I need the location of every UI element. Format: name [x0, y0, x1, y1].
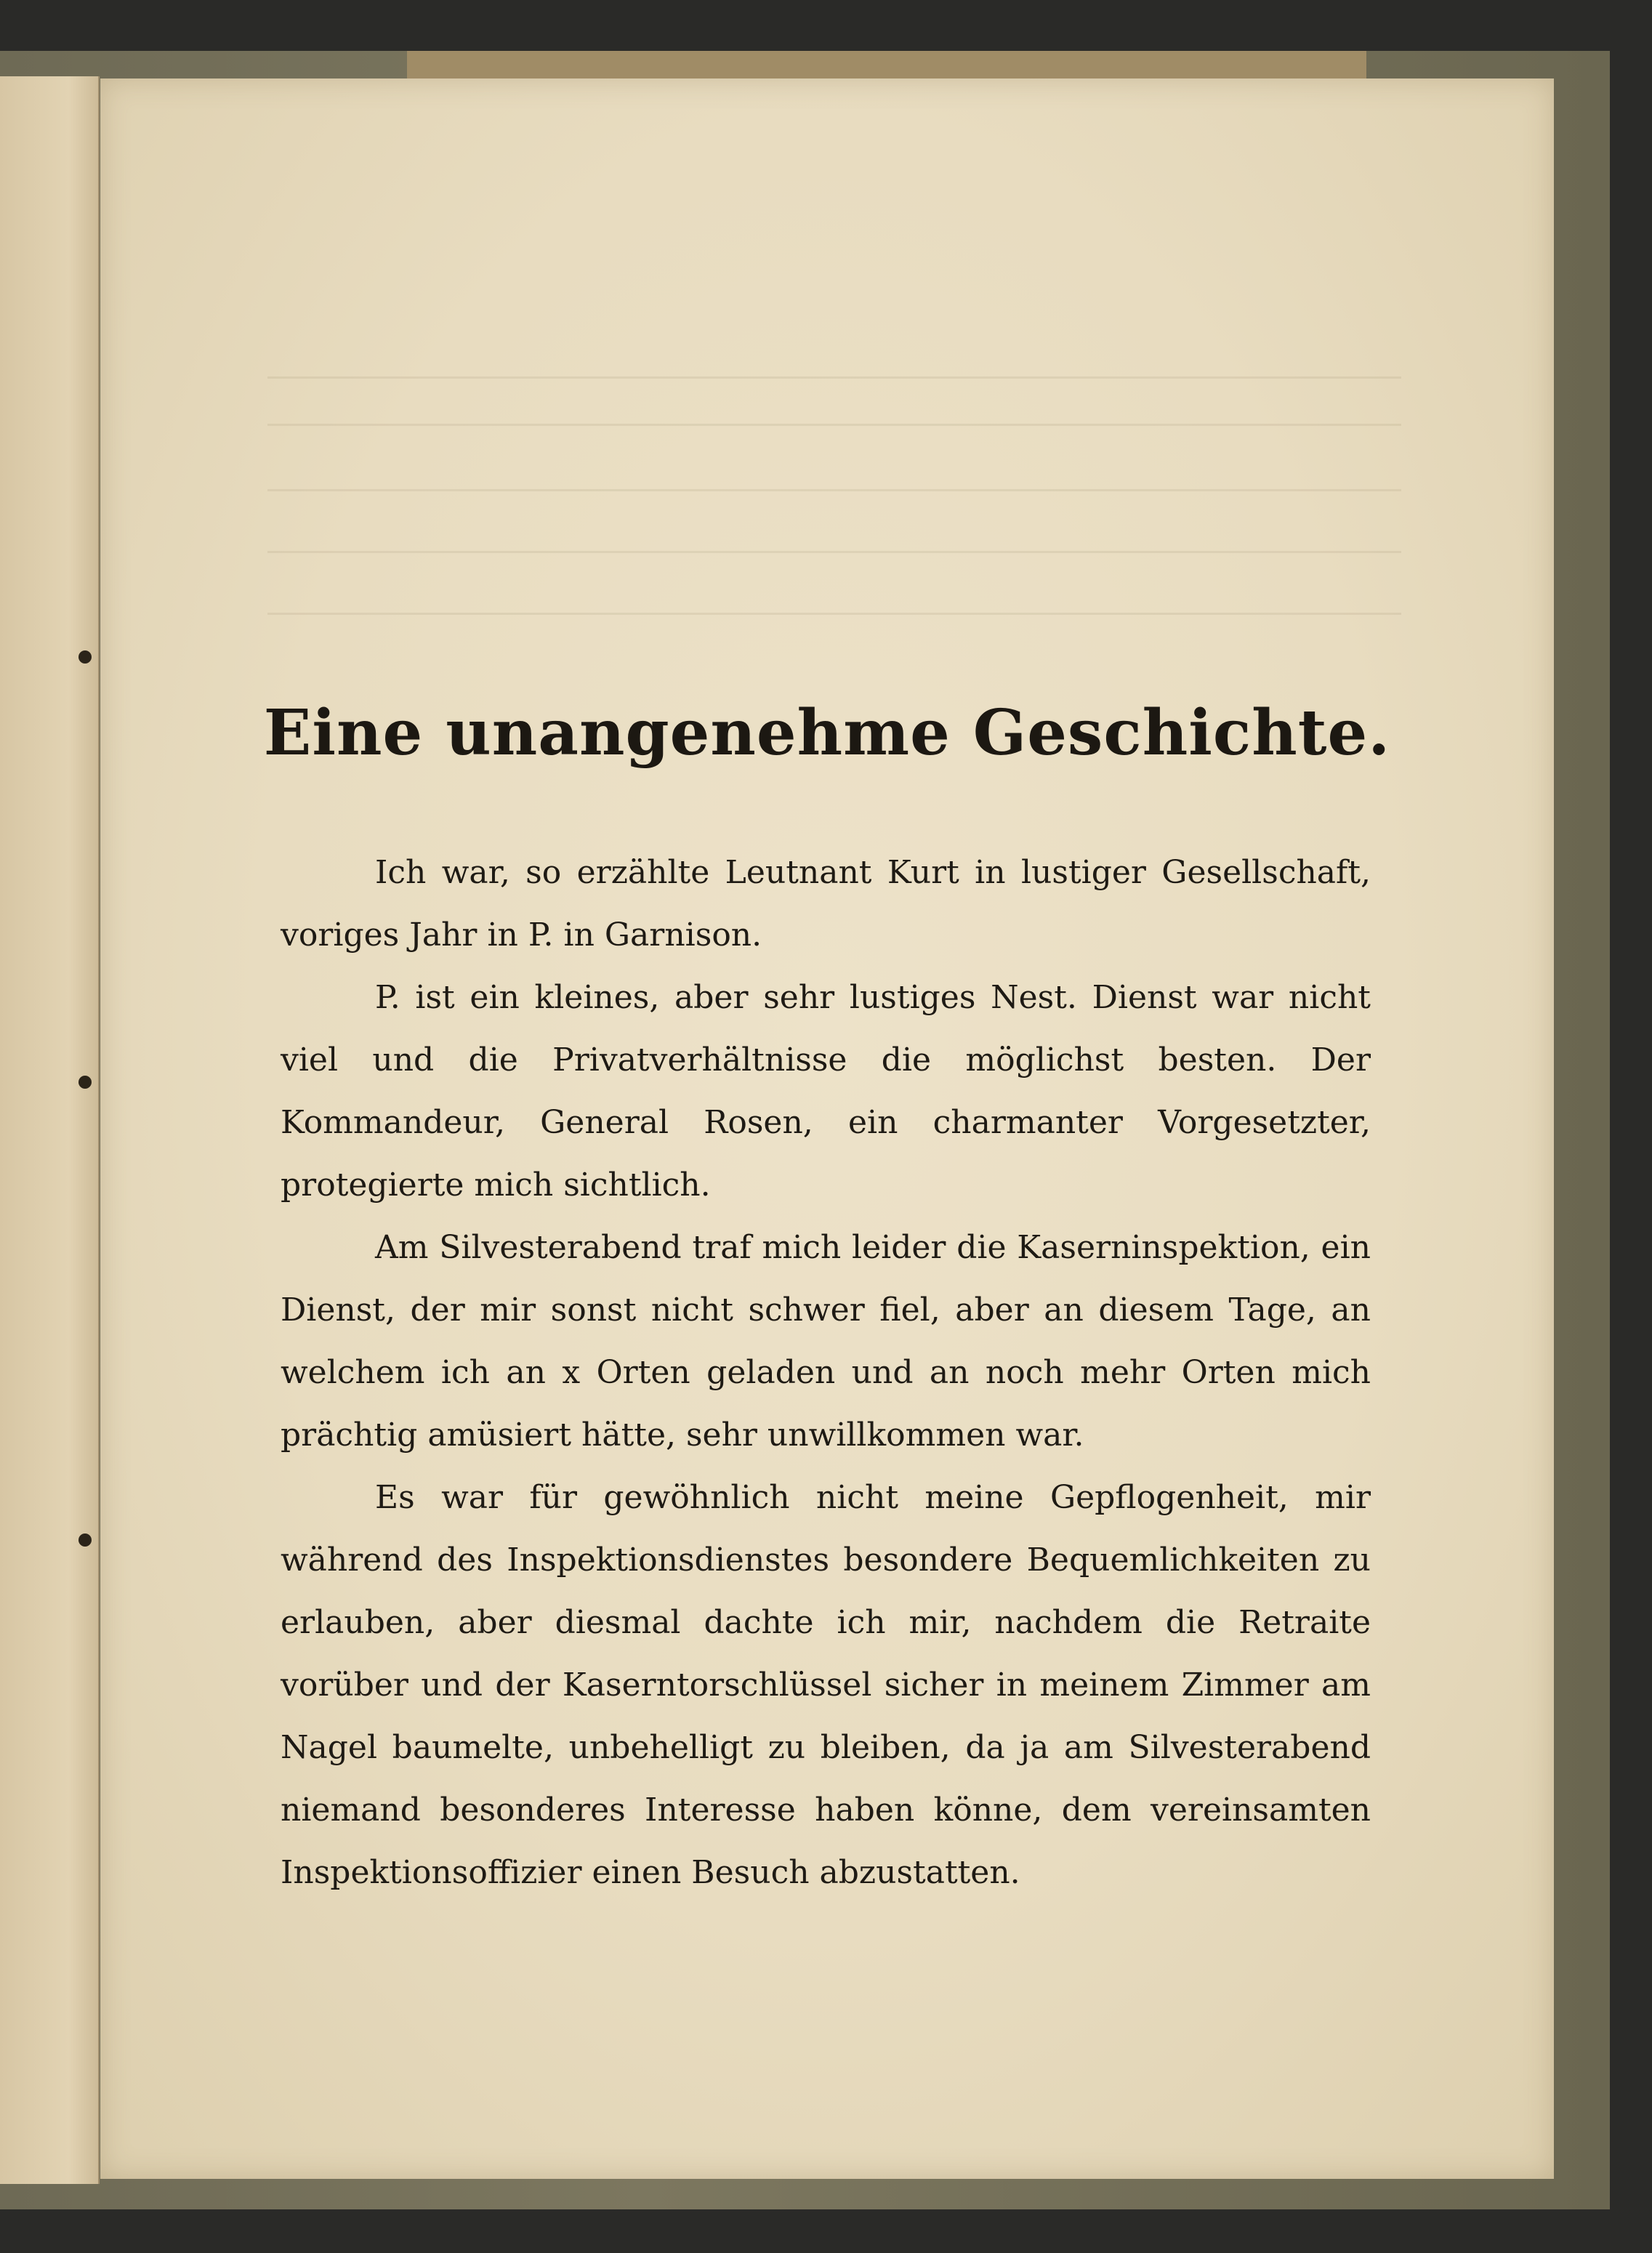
paragraph: Es war für gewöhnlich nicht meine Gepflogenheit, mir während des Inspektionsdienstes besondere Bequemlichkeiten zu erlauben, aber diesmal dachte ich mir, nachdem die Retraite vorüber und der Kaserntorschlüssel sicher in meinem Zimmer am Nagel baumelte, unbehelligt zu bleiben, da ja am Silvesterabend niemand besonderes Interesse haben könne, dem vereinsamten Inspektionsoffizier einen Besuch abzustatten.: [281, 1479, 1371, 1891]
show-through-line: [267, 551, 1401, 553]
body-text: [281, 842, 1371, 1904]
show-through-line: [267, 376, 1401, 379]
binding-hole: [78, 650, 92, 664]
show-through-line: [267, 424, 1401, 426]
cover-edge: [407, 51, 1366, 80]
show-through-line: [267, 613, 1401, 615]
paragraph: Ich war, so erzählte Leutnant Kurt in lustiger Gesellschaft, voriges Jahr in P. in Garnison.: [281, 854, 1371, 954]
book-page: [100, 78, 1554, 2179]
paragraph: Am Silvesterabend traf mich leider die Kaserninspektion, ein Dienst, der mir sonst nicht schwer fiel, aber an diesem Tage, an welchem ich an x Orten geladen und an noch mehr Orten mich prächtig amüsiert hätte, sehr unwillkommen war.: [281, 1229, 1371, 1454]
binding-hole: [78, 1533, 92, 1547]
show-through-line: [267, 489, 1401, 491]
binding-hole: [78, 1076, 92, 1089]
chapter-title: Eine unangenehme Geschichte.: [263, 696, 1391, 770]
facing-page: [0, 76, 100, 2184]
paragraph: P. ist ein kleines, aber sehr lustiges Nest. Dienst war nicht viel und die Privatverhältnisse die möglichst besten. Der Kommandeur, General Rosen, ein charmanter Vorgesetzter, protegierte mich sichtlich.: [281, 979, 1371, 1204]
